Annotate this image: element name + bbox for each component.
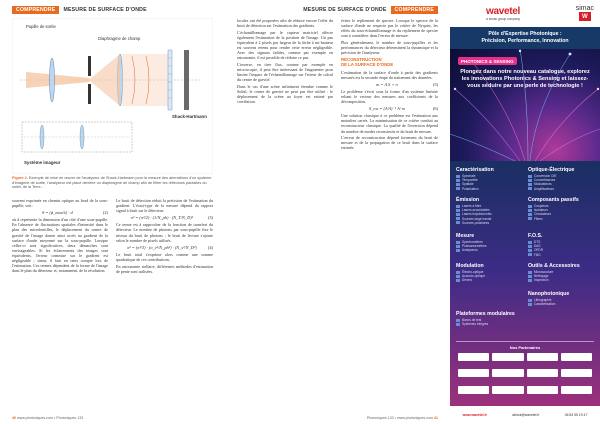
paragraph: Une solution classique à ce problème est l'estimation aux moindres carrés. La minimisation de ce critère conduit au reconstructeur classique. La qualité de l'inversion dépend du nombre de modes reconstruits et du bruit de mesure. xyxy=(341,113,438,134)
footer-site: www.photoniques.com xyxy=(397,416,433,420)
partner-logo xyxy=(492,353,523,361)
header-title: MESURE DE SURFACE D'ONDE xyxy=(63,7,147,13)
ad-contact-bar xyxy=(450,406,600,424)
partner-logo xyxy=(458,353,489,361)
right-page-header xyxy=(299,6,438,14)
shack-hartmann-figure xyxy=(12,18,213,174)
ad-category[interactable]: Plateformes modulaires Bancs de test Systèmes intégrés xyxy=(456,311,515,327)
ad-category[interactable]: Modulation Électro-optique Acousto-optique Drivers xyxy=(456,263,486,283)
ad-badge: PHOTONICS & SENSING xyxy=(458,57,517,65)
paragraph: où d représente la dimension d'un côté d'une sous-pupille. En l'absence de fluctuations spatiales d'intensité dans le plan des microlentilles, le déplacement du centre de gravité de l'image donne ainsi accès au gradient de la surface d'onde moyenné sur la sous-pupille. Lorsque celles-ci sont significatives, deux démarches sont envisageables. Si les éclairements des images sont équivalents, l'erreur commise sur le gradient est négligeable ; sinon, il faut en tenir compte lors de l'estimation. Ces termes dépendent de la forme de l'image dans le plan du détecteur et, notamment, de la résolution. xyxy=(12,217,108,274)
partner-logo xyxy=(561,353,592,361)
figure-label-top: Pupille de sortie xyxy=(26,24,56,29)
paragraph: locales ont été proposées afin de réduire encore l'effet du bruit de détection sur l'estimation des gradients. xyxy=(237,18,333,29)
paragraph: souvent exprimée en chemin optique au bord de la sous-pupille, soit : xyxy=(12,198,108,209)
footer-issue: Photoniques 133 xyxy=(56,416,84,420)
figure-label-diaphragm: Diaphragme de champ xyxy=(98,36,141,41)
partner-logo xyxy=(492,386,523,394)
footer-issue: Photoniques 133 xyxy=(366,416,394,420)
paragraph: Le problème s'écrit sous la forme d'un système linéaire reliant le vecteur des mesures aux coefficients de la décomposition. xyxy=(341,88,438,105)
paragraph: L'inverse, en tirer flux, comme par exemple en microscopie, il peut être intéressant de l'augmenter pour limiter l'impact de l'échantillonnage sur l'erreur de calcul du centre de gravité. xyxy=(237,61,333,83)
section-heading: RECONSTRUCTION DE LA SURFACE D'ONDE xyxy=(341,57,394,68)
ad-website-link[interactable]: www.wavetel.fr xyxy=(462,413,487,417)
ad-category[interactable]: Nanophotonique Lithographie Caractérisation xyxy=(528,291,570,307)
right-footer: Photoniques 133 • www.photoniques.com 41 xyxy=(366,416,438,420)
lenslet-array xyxy=(168,50,172,110)
ad-logo-bar xyxy=(450,0,600,26)
ad-category[interactable]: Optique-Électrique Conversion O/E Convertisseurs Modulateurs Amplificateurs xyxy=(528,167,575,191)
partner-logos xyxy=(458,353,592,399)
header-tag: COMPRENDRE xyxy=(12,6,59,14)
mid-column-2 xyxy=(341,18,438,412)
figure-caption-label: Figure 2. xyxy=(12,176,28,180)
page-number: 41 xyxy=(434,416,438,420)
partner-logo xyxy=(458,386,489,394)
equation-4: σ² = (π²/3) · (σ_e²/N_ph²) · (N_s²/N_D²) (4) xyxy=(127,244,213,250)
paragraph: En astronomie stellaire, différentes méthodes d'estimation de pente sont utilisées. xyxy=(116,263,213,274)
paragraph: L'échantillonnage par le capteur matriciel affecte également l'estimation de la position de l'image. Un pas équivalent à 2 pixels par largeur de la tâche à mi-hauteur est souvent retenu pour rendre cette erreur négligeable. Avec des signaux faibles, comme par exemple en astronomie, il est possible de réduire ce pas. xyxy=(237,29,333,61)
partner-logo xyxy=(561,386,592,394)
simac-logo: simac W xyxy=(575,5,594,20)
partner-logo xyxy=(527,369,558,377)
partner-logo xyxy=(492,369,523,377)
page-number: 40 xyxy=(12,416,16,420)
fiber-glow-image xyxy=(450,49,600,161)
equation-2: θ = (ϕ_max/λ) · d (2) xyxy=(42,210,108,216)
paragraph: L'erreur de reconstruction dépend fortement du bruit de mesure et de la propagation de ce bruit dans la surface estimée. xyxy=(341,135,438,151)
ad-category[interactable]: Mesure Spectromètres Puissancemètres Analyseurs xyxy=(456,233,487,253)
paragraph: Plus généralement, le nombre de sous-pupilles et les performances du détecteur déterminent la dynamique et la précision de l'analyseur. xyxy=(341,39,438,56)
paragraph: L'estimation de la surface d'onde à partir des gradients mesurés est la seconde étape du traitement des données. xyxy=(341,69,438,80)
partner-logo xyxy=(458,369,489,377)
header-tag: COMPRENDRE xyxy=(391,6,438,14)
figure-caption-text: Exemple de mise en œuvre de l'analyseur de Shack-Hartmann pour la mesure des aberrations d'un système d'imagerie de sortie, l'analyseur est placé derrière un diaphragme de champ afin de filtrer les réflexions parasites du soleil, de la Terre... xyxy=(12,176,212,190)
ad-fiber-photo xyxy=(450,49,600,161)
partner-logo xyxy=(527,353,558,361)
paragraph: Le bruit de détection réduit la précision de l'estimation du gradient. L'écart-type de la mesure dépend du rapport signal à bruit sur le détecteur. xyxy=(116,198,213,214)
footer-site: www.photoniques.com xyxy=(17,416,53,420)
left-column-1 xyxy=(12,198,108,412)
left-page-header xyxy=(12,6,147,14)
equation-5: m = A.S + n (5) xyxy=(376,81,438,87)
paragraph: éviter le repliement de spectre. Lorsque le spectre de la surface d'onde ne respecte pas le critère de Nyquist, les effets du sous-échantillonnage et du repliement de spectre sont à considérer dans l'erreur de mesure. xyxy=(341,18,438,39)
figure-label-bottom: Système imageur xyxy=(24,160,61,165)
left-footer: 40 www.photoniques.com • Photoniques 133 xyxy=(12,416,84,420)
advertisement[interactable] xyxy=(450,0,600,424)
mid-column-1 xyxy=(237,18,333,412)
ad-phone: 06 83 55 19 47 xyxy=(564,413,588,417)
partner-logo xyxy=(527,386,558,394)
ad-tagline-band xyxy=(450,27,600,49)
partners-heading: Nos Partenaires xyxy=(456,341,594,350)
ad-category[interactable]: F.O.S. DTS DAS OFDR FBG xyxy=(528,233,544,257)
ad-category-grid xyxy=(450,161,600,411)
ad-category[interactable]: Composants passifs Coupleurs Isolateurs Circulateurs Filtres xyxy=(528,197,579,221)
paragraph: Ce terme est à rapprocher de la fonction de transfert du détecteur. Le nombre de photons par sous-pupille fixe le niveau du bruit de photons ; le bruit de lecture s'ajoute selon le nombre de pixels utilisés. xyxy=(116,222,213,243)
ad-tagline-2: Précision, Performance, Innovation xyxy=(481,38,569,44)
header-title: MESURE DE SURFACE D'ONDE xyxy=(303,7,387,13)
right-page xyxy=(225,0,450,424)
ad-lead-text: Plongez dans notre nouveau catalogue, explorez les innovations Photonics & Sensing et laissez-vous séduire par une perle de technologie ! xyxy=(460,69,590,89)
left-column-2 xyxy=(116,198,213,412)
equation-3: σ² = (π²/2) · (1/N_ph) · (N_T/N_D)² (3) xyxy=(130,215,213,221)
ad-email-link[interactable]: ablout@wavetel.fr xyxy=(512,413,540,417)
paragraph: Le bruit total s'exprime alors comme une somme quadratique de ces contributions. xyxy=(116,251,213,262)
wavetel-logo: wavetel a simac group company xyxy=(486,5,521,21)
ad-category[interactable]: Émission Lasers à fibre Lasers accordables Lasers impulsionnels Sources large bande Sources polarisées xyxy=(456,197,492,225)
paragraph: Dans le cas d'une scène infiniment étendue comme le Soleil, le centre de gravité ne peut pas être utilisé : le déplacement de la scène au foyer est estimé par corrélation. xyxy=(237,83,333,104)
equation-6: S_est = (AᵗA)⁻¹ Aᵗ m (6) xyxy=(369,106,438,112)
ad-category[interactable]: Outils & Accessoires Microsoudure Nettoyage Inspection xyxy=(528,263,580,283)
figure-caption xyxy=(12,176,213,190)
ad-category[interactable]: Caractérisation Spectrale Temporelle Spatiale Polarisation xyxy=(456,167,494,191)
ad-tagline-1: Pôle d'Expertise Photonique : xyxy=(488,31,562,37)
figure-label-sh: Shack-Hartmann xyxy=(172,114,207,119)
partner-logo xyxy=(561,369,592,377)
left-page xyxy=(0,0,225,424)
